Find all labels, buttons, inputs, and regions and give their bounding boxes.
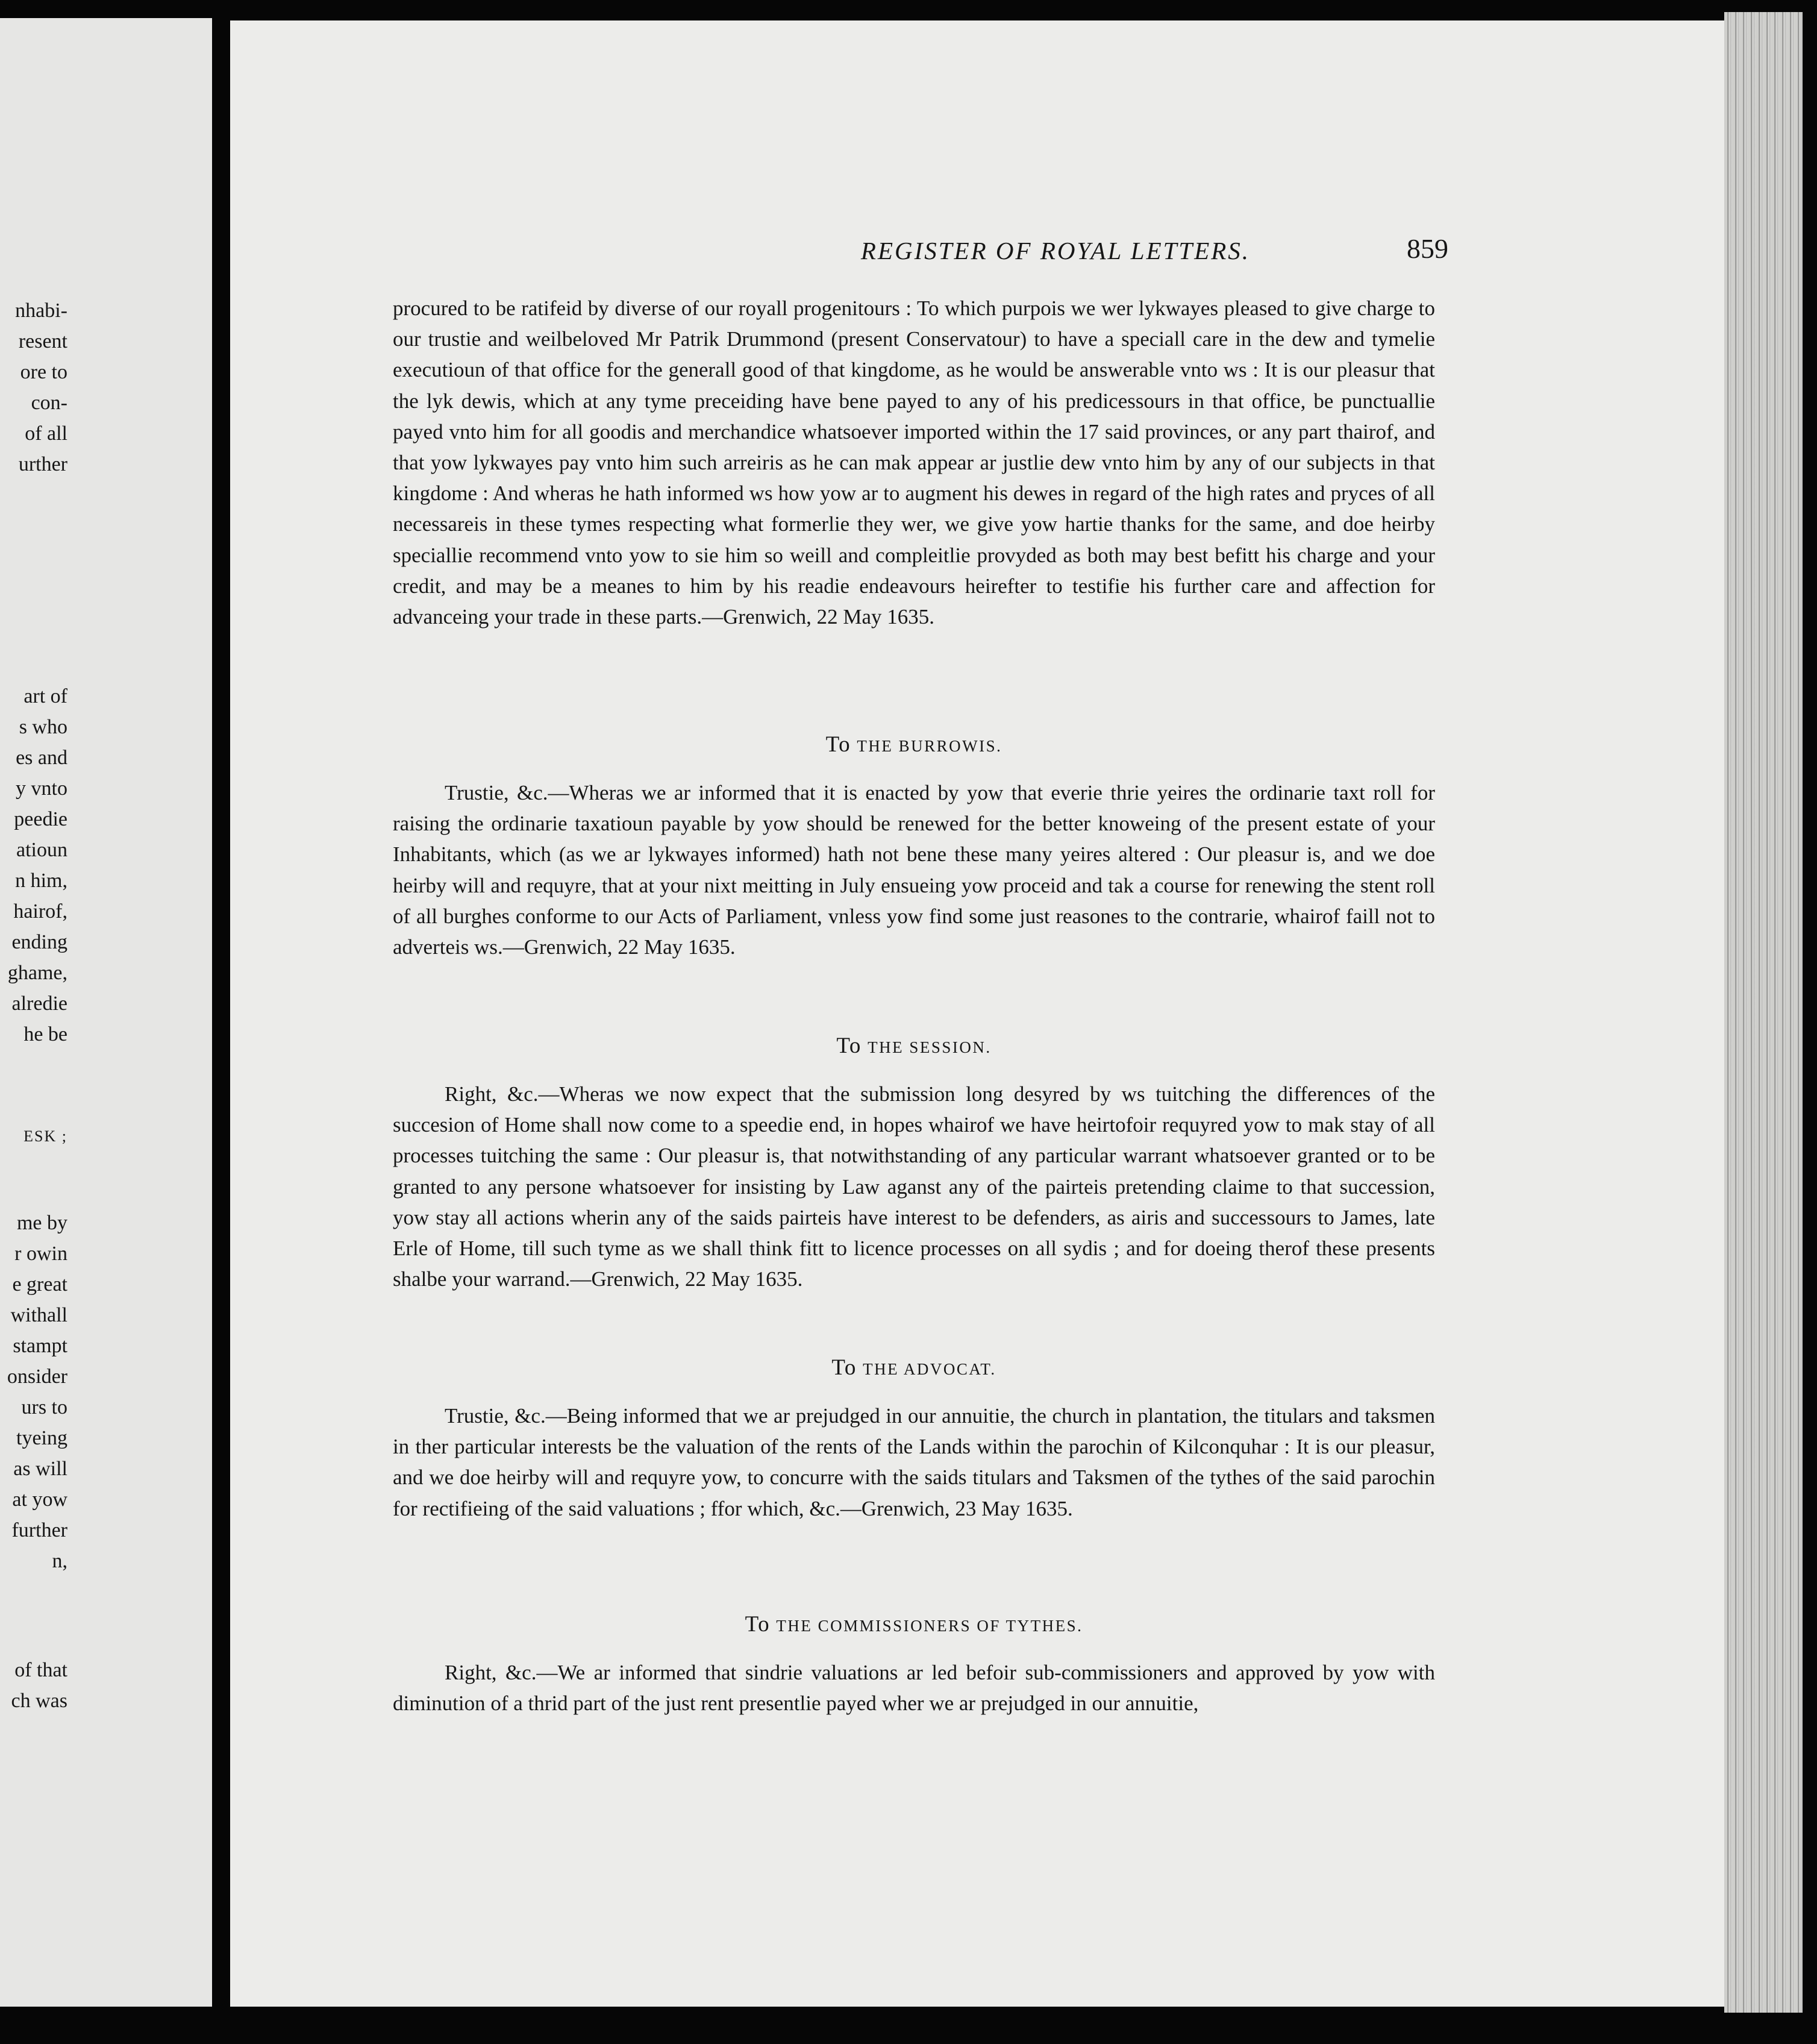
facing-page-fragment: urs to xyxy=(21,1396,67,1419)
facing-page-fragment: resent xyxy=(18,330,67,353)
facing-page-fragment: y vnto xyxy=(16,777,67,800)
facing-page-fragment: withall xyxy=(10,1304,67,1326)
facing-page-fragment: me by xyxy=(16,1212,67,1234)
facing-page-fragment: nhabi- xyxy=(15,299,67,322)
facing-page-fragment: ore to xyxy=(20,361,67,383)
facing-page-fragment: ghame, xyxy=(7,962,67,984)
facing-page-fragment: stampt xyxy=(13,1335,67,1357)
facing-page-fragment: r owin xyxy=(14,1243,67,1265)
heading-advocat xyxy=(393,1355,1435,1381)
heading-burrowis-text: THE BURROWIS. xyxy=(857,737,1002,755)
heading-session xyxy=(393,1033,1435,1059)
facing-page-fragment: as will xyxy=(13,1458,67,1480)
page-number: 859 xyxy=(1407,233,1448,264)
facing-page-fragment: art of xyxy=(23,685,67,707)
heading-session-lead: To xyxy=(836,1033,862,1058)
book-page xyxy=(230,20,1724,2007)
facing-page-fragment: of all xyxy=(25,422,67,445)
facing-page-fragment: ending xyxy=(11,931,67,953)
heading-burrowis-lead: To xyxy=(825,732,851,757)
opening-paragraph: procured to be ratifeid by diverse of our royall progenitours : To which purpois we wer lykwayes pleased to give charge to our trustie and weilbeloved Mr Patrik Drummond (present Conservatour) to have a speciall care in the dew and tymelie executioun of that office for the generall good of that kingdome, as he would be answerable vnto ws : It is our pleasur that the lyk dewis, which at any tyme preceiding have bene payed to any of his predicessours in that office, be punctuallie payed vnto him for all goodis and merchandice whatsoever imported within the 17 said provinces, or any part thairof, and that yow lykwayes pay vnto him such arreiris as he can mak appear ar justlie dew vnto him by any of our subjects in that kingdome : And wheras he hath informed ws how yow ar to augment his dewes in regard of the high rates and pryces of all necessareis in these tymes respecting what formerlie they wer, we give yow hartie thanks for the same, and doe heirby speciallie recommend vnto yow to sie him so weill and compleitlie provyded as both may best befitt his charge and your credit, and may be a meanes to him by his readie endeavours heirefter to testifie his further care and affection for advanceing your trade in these parts.—Grenwich, 22 May 1635. xyxy=(393,296,1435,629)
facing-page-fragment: es and xyxy=(16,747,67,769)
heading-session-text: THE SESSION. xyxy=(868,1038,992,1056)
heading-burrowis xyxy=(393,732,1435,757)
page-edges xyxy=(1724,12,1803,2013)
facing-page-fragment: peedie xyxy=(14,808,67,830)
commissioners-paragraph: Right, &c.—We ar informed that sindrie valuations ar led befoir sub-commissioners and approved by yow with diminution of a thrid part of the just rent presentlie payed wher we ar prejudged in our annuitie, xyxy=(393,1661,1435,1716)
facing-page-fragment: of that xyxy=(14,1659,67,1681)
running-header: REGISTER OF ROYAL LETTERS. xyxy=(860,237,1251,265)
burrowis-paragraph: Trustie, &c.—Wheras we ar informed that it is enacted by yow that everie thrie yeires the ordinarie taxt roll for raising the ordinarie taxatioun payable by yow should be renewed for the better knoweing of the present estate of your Inhabitants, which (as we ar lykwayes informed) hath not bene these many yeires altered : Our pleasur is, and we doe heirby will and requyre, that at your nixt meitting in July ensueing yow proceid and tak a course for renewing the stent roll of all burghes conforme to our Acts of Parliament, vnless yow find some just reasones to the contrarie, whairof faill not to adverteis ws.—Grenwich, 22 May 1635. xyxy=(393,781,1435,959)
facing-page-fragment: e great xyxy=(12,1273,67,1296)
facing-page-fragment: he be xyxy=(23,1023,67,1046)
facing-page-fragment: n, xyxy=(52,1550,67,1572)
advocat-paragraph: Trustie, &c.—Being informed that we ar prejudged in our annuitie, the church in plantation, the titulars and taksmen in ther particular interests be the valuation of the rents of the Lands within the parochin of Kilconquhar : It is our pleasur, and we doe heirby will and requyre yow, to concurre with the saids titulars and Taksmen of the tythes of the said parochin for rectifieing of the said valuations ; ffor which, &c.—Grenwich, 23 May 1635. xyxy=(393,1404,1435,1520)
facing-page-fragment: ch was xyxy=(11,1690,67,1712)
facing-page-fragment: atioun xyxy=(16,839,67,861)
facing-page-fragment: further xyxy=(11,1519,67,1541)
heading-commissioners-text: THE COMMISSIONERS OF TYTHES. xyxy=(776,1617,1083,1635)
heading-commissioners xyxy=(393,1611,1435,1637)
facing-page-fragment: n him, xyxy=(15,870,67,892)
heading-advocat-lead: To xyxy=(831,1355,857,1380)
facing-page-fragment: s who xyxy=(19,716,67,738)
facing-page-fragment: con- xyxy=(31,392,67,414)
facing-page-fragment: ESK ; xyxy=(23,1127,67,1145)
heading-commissioners-lead: To xyxy=(745,1612,771,1637)
facing-page-fragment: alredie xyxy=(11,992,67,1015)
facing-page-fragment: urther xyxy=(18,453,67,475)
facing-page-fragment: at yow xyxy=(12,1488,67,1511)
facing-page xyxy=(0,18,212,2007)
heading-advocat-text: THE ADVOCAT. xyxy=(863,1360,996,1378)
session-paragraph: Right, &c.—Wheras we now expect that the submission long desyred by ws tuitching the differences of the succesion of Home shall now come to a speedie end, in hopes whairof we have heirtofoir requyred yow to mak stay of all processes tuitching the same : Our pleasur is, that notwithstanding of any particular warrant whatsoever granted or to be granted to any persone whatsoever for insisting by Law aganst any of the pairteis pretending claime to that succession, yow stay all actions wherin any of the saids pairteis have interest to be defenders, as airis and successours to James, late Erle of Home, till such tyme as we shall think fitt to licence processes on all sydis ; and for doeing therof these presents shalbe your warrand.—Grenwich, 22 May 1635. xyxy=(393,1082,1435,1291)
facing-page-fragment: tyeing xyxy=(16,1427,67,1449)
facing-page-fragment: hairof, xyxy=(13,900,67,923)
facing-page-fragment: onsider xyxy=(7,1365,67,1388)
